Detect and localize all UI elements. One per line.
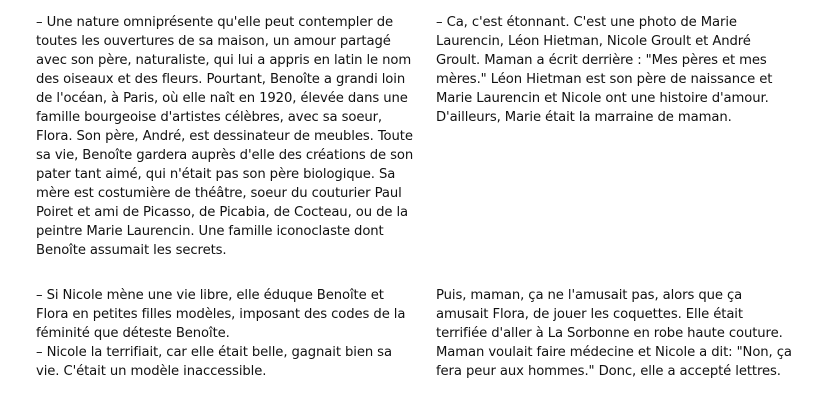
paragraph: – Ca, c'est étonnant. C'est une photo de Marie Laurencin, Léon Hietman, Nicole Groult et André Groult. Maman a écrit derrière : "Mes pères et mes mères." Léon Hietman est son père de naissance et Marie Laurencin et Nicole ont une histoire d'amour. D'ailleurs, Marie était la marraine de maman.	[436, 15, 773, 125]
bottom-left-text-block	[36, 286, 414, 381]
bottom-right-text-block	[436, 286, 796, 381]
paragraph: – Une nature omniprésente qu'elle peut contempler de toutes les ouvertures de sa maison, un amour partagé avec son père, naturaliste, qui lui a appris en latin le nom des oiseaux et des fleurs. Pourtant, Benoîte a grandi loin de l'océan, à Paris, où elle naît en 1920, élevée dans une famille bourgeoise d'artistes célèbres, avec sa soeur, Flora. Son père, André, est dessinateur de meubles. Toute sa vie, Benoîte gardera auprès d'elle des créations de son pater tant aimé, qui n'était pas son père biologique. Sa mère est costumière de théâtre, soeur du couturier Paul Poiret et ami de Picasso, de Picabia, de Cocteau, ou de la peintre Marie Laurencin. Une famille iconoclaste dont Benoîte assumait les secrets.	[36, 15, 414, 258]
paragraph: – Si Nicole mène une vie libre, elle éduque Benoîte et Flora en petites filles modèles, imposant des codes de la féminité que déteste Benoîte.	[36, 288, 406, 341]
paragraph: Puis, maman, ça ne l'amusait pas, alors que ça amusait Flora, de jouer les coquettes. Elle était terrifiée d'aller à La Sorbonne en robe haute couture. Maman voulait faire médecine et Nicole a dit: "Non, ça fera peur aux hommes." Donc, elle a accepté lettres.	[436, 288, 792, 379]
top-right-text-block	[436, 13, 796, 127]
paragraph: – Nicole la terrifiait, car elle était belle, gagnait bien sa vie. C'était un modèle inaccessible.	[36, 345, 392, 379]
top-left-text-block	[36, 13, 414, 260]
